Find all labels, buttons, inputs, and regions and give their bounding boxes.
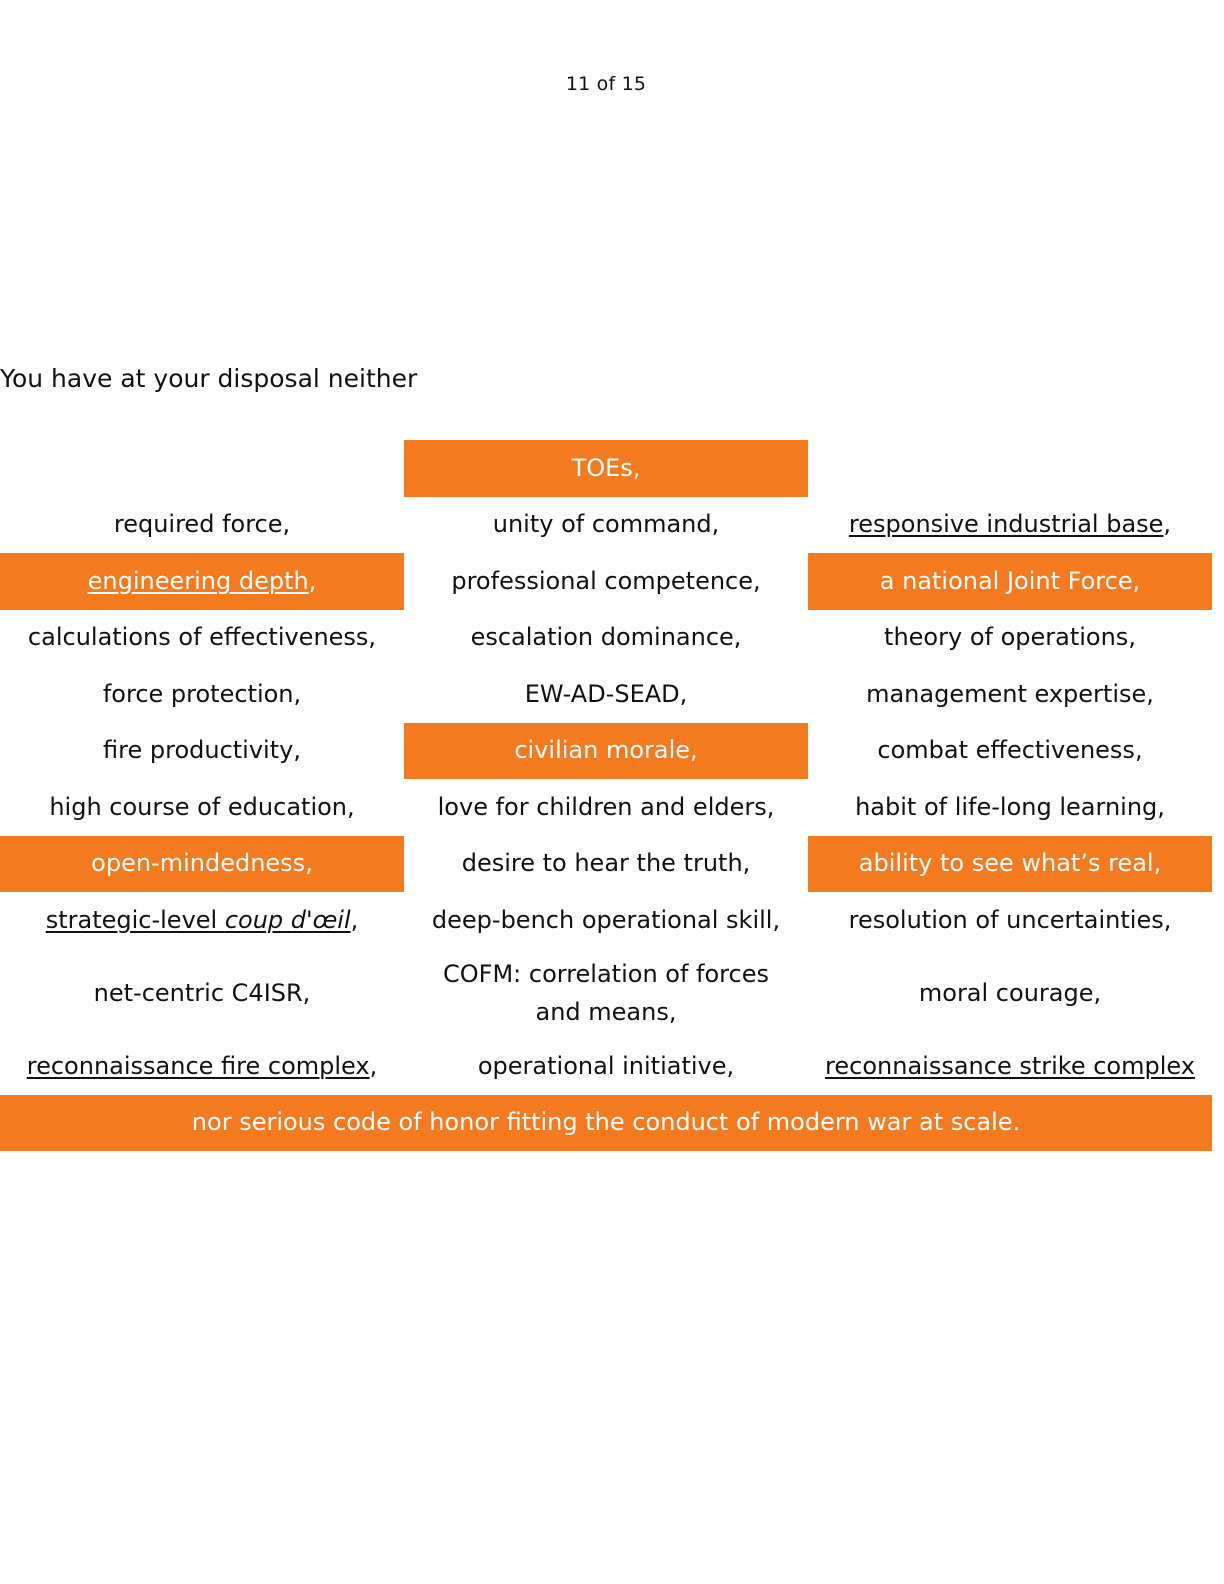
grid-cell <box>0 892 404 949</box>
grid-cell: moral courage, <box>918 978 1102 1007</box>
grid-row <box>0 723 1212 780</box>
link-strategic-level-coup-doeil[interactable] <box>46 902 351 939</box>
grid-cell <box>0 1039 404 1096</box>
grid-cell: net-centric C4ISR, <box>93 978 311 1007</box>
grid-cell-highlighted: a national Joint Force, <box>808 553 1212 610</box>
link-responsive-industrial-base[interactable]: responsive industrial base <box>848 510 1164 539</box>
grid-cell: required force, <box>113 510 291 539</box>
comma: , <box>350 905 359 934</box>
grid-row <box>0 836 1212 893</box>
grid-cell-highlighted: TOEs, <box>404 440 808 497</box>
grid-cell: calculations of effectiveness, <box>27 623 377 652</box>
grid-cell: love for children and elders, <box>437 792 775 821</box>
link-engineering-depth[interactable]: engineering depth <box>87 566 309 595</box>
grid-cell: high course of education, <box>49 792 355 821</box>
grid-cell: escalation dominance, <box>470 623 742 652</box>
grid-row <box>0 610 1212 667</box>
grid-cell <box>808 497 1212 554</box>
grid-cell-highlighted <box>0 553 404 610</box>
comma: , <box>1163 510 1172 539</box>
link-reconnaissance-strike-complex[interactable]: reconnaissance strike complex <box>825 1052 1195 1081</box>
grid-cell-empty <box>808 440 1212 497</box>
grid-cell: professional competence, <box>451 566 761 595</box>
link-text-italic: coup d'œil <box>224 905 351 934</box>
grid-cell: resolution of uncertainties, <box>848 905 1172 934</box>
link-reconnaissance-fire-complex[interactable]: reconnaissance fire complex <box>26 1052 370 1081</box>
grid-cell: fire productivity, <box>103 736 301 765</box>
page-number: 11 of 15 <box>565 73 647 95</box>
grid-row <box>0 440 1212 497</box>
grid-cell: habit of life-long learning, <box>855 792 1165 821</box>
grid-cell: unity of command, <box>492 510 720 539</box>
grid-cell: deep-bench operational skill, <box>431 905 781 934</box>
grid-cell: EW-AD-SEAD, <box>524 679 688 708</box>
grid-cell-highlighted: civilian morale, <box>404 723 808 780</box>
grid-cell: force protection, <box>102 679 302 708</box>
grid-row <box>0 949 1212 1039</box>
comma: , <box>369 1052 378 1081</box>
grid-row <box>0 892 1212 949</box>
grid-cell-highlighted: ability to see what’s real, <box>808 836 1212 893</box>
term-grid <box>0 440 1212 1151</box>
grid-cell: desire to hear the truth, <box>461 849 751 878</box>
grid-row <box>0 666 1212 723</box>
link-text: strategic-level <box>45 905 225 934</box>
grid-cell: combat effectiveness, <box>877 736 1143 765</box>
comma: , <box>308 566 317 595</box>
grid-cell: management expertise, <box>866 679 1154 708</box>
closing-banner: nor serious code of honor fitting the conduct of modern war at scale. <box>0 1095 1212 1151</box>
grid-cell: operational initiative, <box>477 1052 735 1081</box>
intro-sentence: You have at your disposal neither <box>0 364 418 393</box>
grid-cell-empty <box>0 440 404 497</box>
grid-row <box>0 1039 1212 1096</box>
grid-row <box>0 1095 1212 1151</box>
grid-row <box>0 553 1212 610</box>
grid-row <box>0 497 1212 554</box>
grid-cell-highlighted: open-mindedness, <box>0 836 404 893</box>
grid-cell <box>808 1039 1212 1096</box>
grid-row <box>0 779 1212 836</box>
grid-cell: COFM: correlation of forces and means, <box>443 960 769 1026</box>
grid-cell: theory of operations, <box>884 623 1136 652</box>
